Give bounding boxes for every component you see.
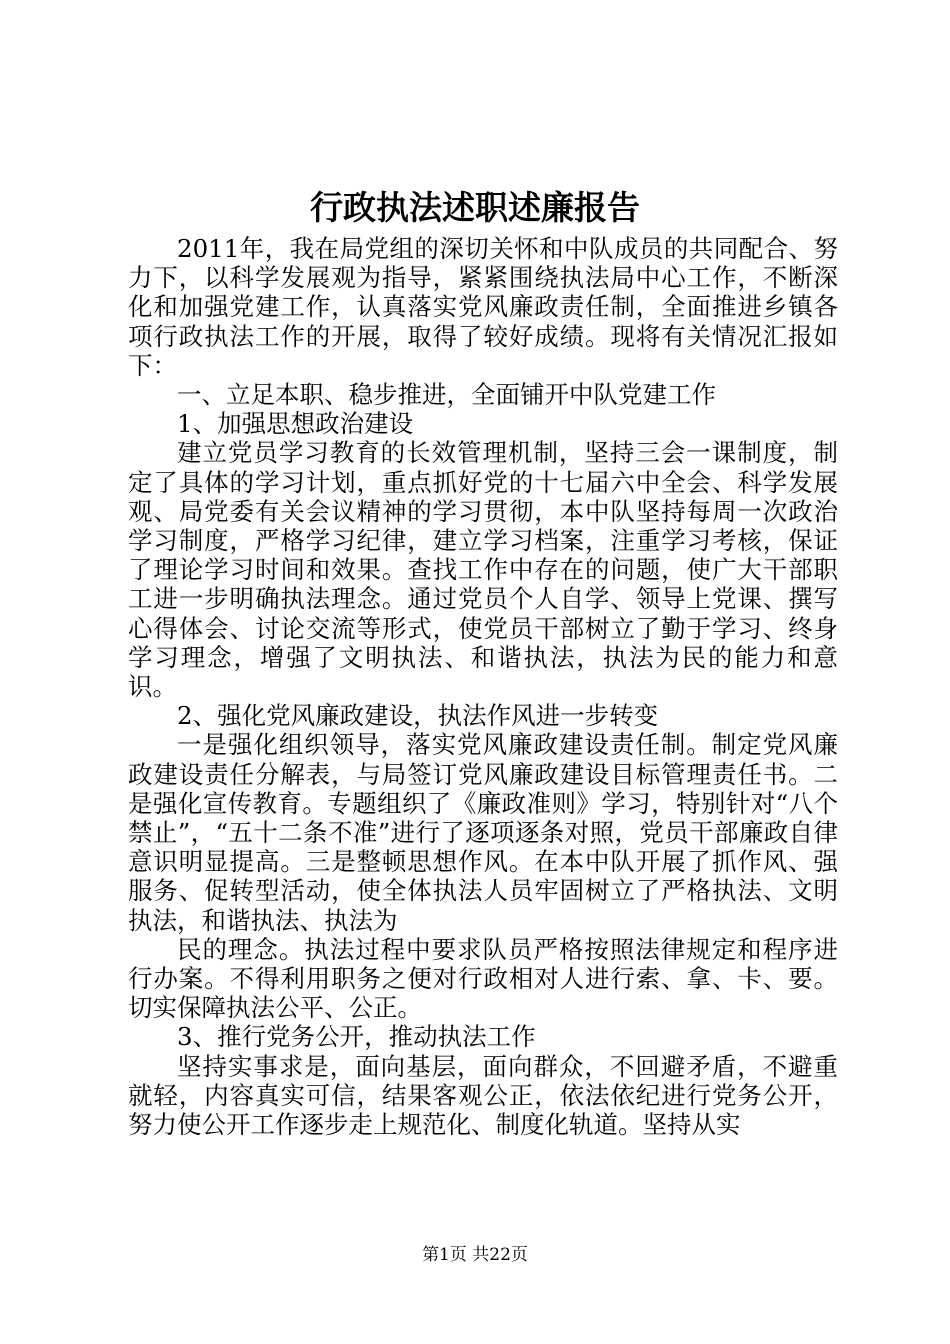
page-title: 行政执法述职述廉报告 (310, 188, 640, 227)
paragraph-political-study: 建立党员学习教育的长效管理机制，坚持三会一课制度，制定了具体的学习计划，重点抓好党的十七届六中全会、科学发展观、局党委有关会议精神的学习贯彻，本中队坚持每周一次政治学习制度，严格学习纪律，建立学习档案，注重学习考核，保证了理论学习时间和效果。查找工作中存在的问题，使广大干部职工进一步明确执法理念。通过党员个人自学、领导上党课、撰写心得体会、讨论交流等形式，使党员干部树立了勤于学习、终身学习理念，增强了文明执法、和谐执法，执法为民的能力和意识。 (128, 438, 838, 702)
document-body (128, 234, 838, 1139)
heading-subsection-2: 2、强化党风廉政建设，执法作风进一步转变 (177, 701, 659, 731)
paragraph-intro: 2011年，我在局党组的深切关怀和中队成员的共同配合、努力下，以科学发展观为指导，紧紧围绕执法局中心工作，不断深化和加强党建工作，认真落实党风廉政责任制，全面推进乡镇各项行政执法工作的开展，取得了较好成绩。现将有关情况汇报如下： (128, 234, 838, 380)
paragraph-integrity: 一是强化组织领导，落实党风廉政建设责任制。制定党风廉政建设责任分解表，与局签订党风廉政建设目标管理责任书。二是强化宣传教育。专题组织了《廉政准则》学习，特别针对“八个禁止”，“五十二条不准”进行了逐项逐条对照，党员干部廉政自律意识明显提高。三是整顿思想作风。在本中队开展了抓作风、强服务、促转型活动，使全体执法人员牢固树立了严格执法、文明执法，和谐执法、执法为 (128, 730, 838, 935)
heading-subsection-3: 3、推行党务公开，推动执法工作 (177, 1022, 536, 1052)
paragraph-party-affairs: 坚持实事求是，面向基层，面向群众，不回避矛盾，不避重就轻，内容真实可信，结果客观公正，依法依纪进行党务公开，努力使公开工作逐步走上规范化、制度化轨道。坚持从实 (128, 1051, 838, 1140)
heading-section-1: 一、立足本职、稳步推进，全面铺开中队党建工作 (177, 380, 716, 410)
paragraph-enforcement-concept: 民的理念。执法过程中要求队员严格按照法律规定和程序进行办案。不得利用职务之便对行政相对人进行索、拿、卡、要。切实保障执法公平、公正。 (128, 934, 838, 1023)
page-footer: 第1页 共22页 (422, 1245, 528, 1265)
heading-subsection-1: 1、加强思想政治建设 (177, 409, 414, 439)
